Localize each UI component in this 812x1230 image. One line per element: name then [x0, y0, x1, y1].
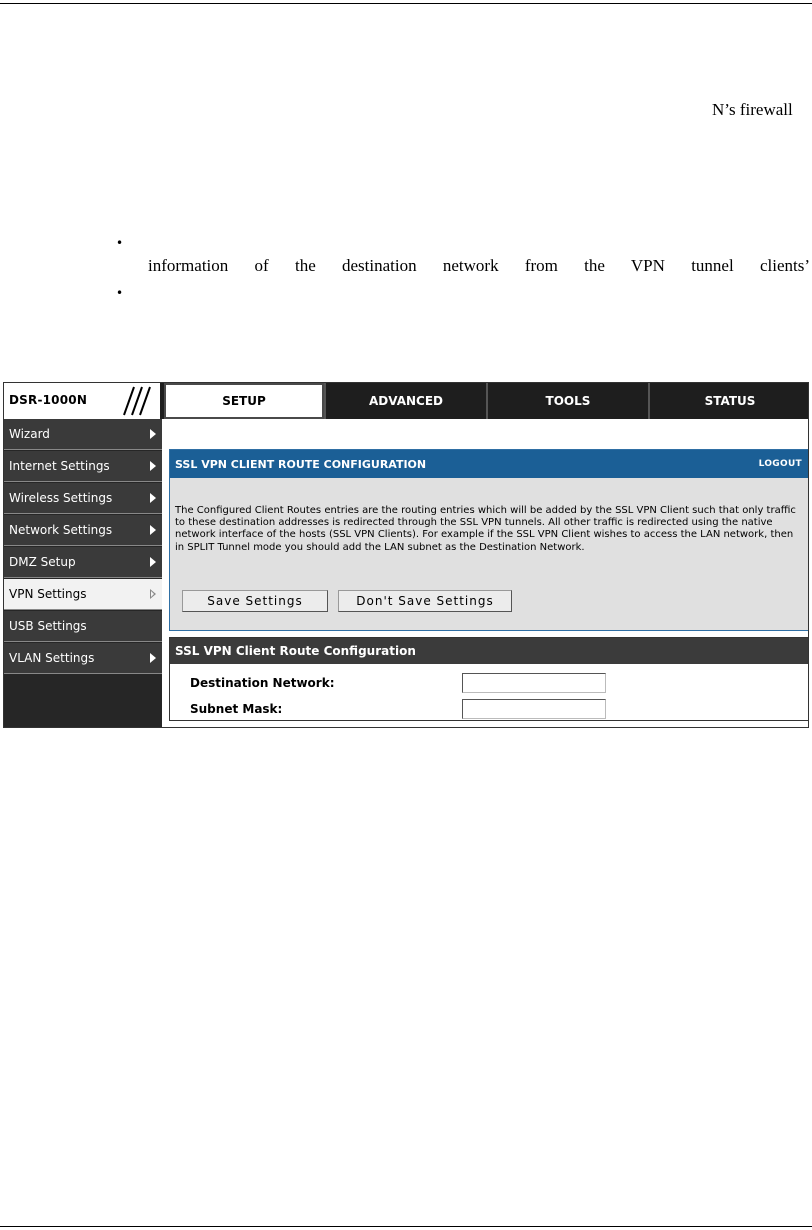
save-settings-button[interactable]: Save Settings: [182, 590, 328, 612]
bullet-point: •: [116, 236, 124, 250]
chevron-right-icon: [150, 493, 156, 503]
chevron-right-icon: [150, 589, 156, 599]
chevron-right-icon: [150, 429, 156, 439]
sidebar: [4, 419, 162, 728]
brand-area: [4, 383, 162, 419]
router-ui-screenshot: [3, 382, 809, 728]
subnet-mask-label: Subnet Mask:: [190, 702, 283, 716]
page-top-rule: [0, 3, 812, 4]
chevron-right-icon: [150, 525, 156, 535]
sidebar-item-wizard[interactable]: [4, 419, 162, 450]
chevron-right-icon: [150, 557, 156, 567]
brand-label: DSR-1000N: [9, 393, 88, 407]
info-panel-header: [170, 450, 808, 478]
info-panel: [169, 449, 809, 631]
form-title: SSL VPN Client Route Configuration: [175, 644, 416, 658]
tab-setup[interactable]: SETUP: [164, 383, 324, 419]
subnet-mask-input[interactable]: [462, 699, 606, 719]
document-bullet-text: information of the destination network from the VPN tunnel clients’: [148, 256, 810, 275]
description-text: The Configured Client Routes entries are the routing entries which will be added by the SSL VPN Client such that only traffic to these destination addresses is redirected through the SSL VPN tunnels. All other traffic is redirected using the native network interface of the hosts (SSL VPN Clients). For example if the SSL VPN Client wishes to access the LAN network, then in SPLIT Tunnel mode you should add the LAN subnet as the Destination Network.: [175, 505, 796, 553]
logout-link[interactable]: LOGOUT: [758, 459, 802, 469]
sidebar-item-vlan-settings[interactable]: [4, 643, 162, 674]
brand-slashes-icon: [112, 385, 156, 417]
chevron-right-icon: [150, 653, 156, 663]
tab-status[interactable]: STATUS: [648, 383, 809, 419]
tab-tools[interactable]: TOOLS: [486, 383, 648, 419]
destination-network-input[interactable]: [462, 673, 606, 693]
sidebar-item-usb-settings[interactable]: [4, 611, 162, 642]
sidebar-item-label: VLAN Settings: [9, 651, 95, 665]
sidebar-item-dmz-setup[interactable]: [4, 547, 162, 578]
sidebar-item-label: VPN Settings: [9, 587, 87, 601]
main-content: [164, 419, 809, 728]
bullet-point: •: [116, 286, 124, 300]
destination-network-label: Destination Network:: [190, 676, 335, 690]
sidebar-item-label: Wizard: [9, 427, 50, 441]
page-title: SSL VPN CLIENT ROUTE CONFIGURATION: [175, 458, 427, 471]
chevron-right-icon: [150, 461, 156, 471]
sidebar-item-network-settings[interactable]: [4, 515, 162, 546]
sidebar-item-label: Wireless Settings: [9, 491, 113, 505]
page-bottom-rule: [0, 1226, 812, 1227]
sidebar-item-label: USB Settings: [9, 619, 87, 633]
tab-advanced[interactable]: ADVANCED: [324, 383, 486, 419]
top-navigation: [4, 383, 809, 419]
dont-save-settings-button[interactable]: Don't Save Settings: [338, 590, 512, 612]
sidebar-item-vpn-settings[interactable]: [4, 579, 162, 610]
sidebar-item-internet-settings[interactable]: [4, 451, 162, 482]
document-fragment-text: N’s firewall: [712, 100, 793, 119]
sidebar-item-label: DMZ Setup: [9, 555, 76, 569]
sidebar-item-label: Internet Settings: [9, 459, 110, 473]
sidebar-item-wireless-settings[interactable]: [4, 483, 162, 514]
route-config-form: [169, 637, 809, 721]
sidebar-item-label: Network Settings: [9, 523, 113, 537]
form-header: [170, 638, 808, 664]
